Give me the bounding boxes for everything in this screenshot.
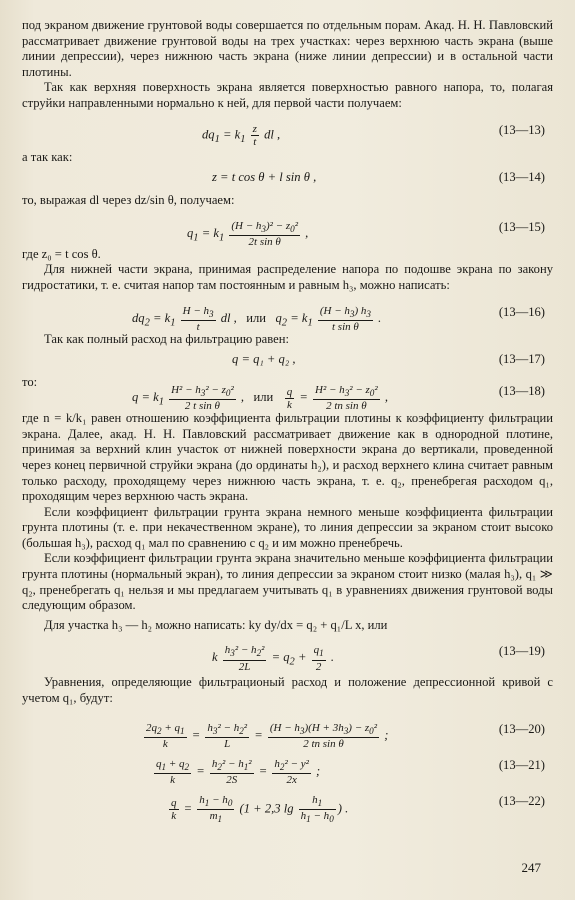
text-a-tak-kak: а так как: xyxy=(22,149,73,164)
text-gde-z0: где z₀ = t cos θ. xyxy=(22,246,101,261)
equation-number: (13—14) xyxy=(498,170,545,185)
equation-13-15 xyxy=(22,211,553,248)
equation-13-19 xyxy=(22,635,553,673)
equation-13-22 xyxy=(22,785,553,824)
text-vyrazhaya: то, выражая dl через dz/sin θ, получаем: xyxy=(22,193,235,208)
paragraph-6: Если коэффициент фильтрации грунта экрана немного меньше коэффициента фильтрации грунта плотины (т. е. при некачественном экране), то линия депрессии за экраном стоит высоко (большая h₃), расход q₁ мал по сравнению с q₂ и им можно пренебречь. xyxy=(22,504,553,550)
equation-body: $\frac{2q_2 + q_1}{k}$ = $\frac{h_3^2 - h_2^2}{L}$ = $\frac{(H - h_3)(H + 3h_3) - z_0^2}{\text{2 tn sin θ}}$ ; xyxy=(146,721,389,750)
paragraph-1: под экраном движение грунтовой воды совершается по отдельным порам. Акад. Н. Н. Павловский рассматривает движение грунтовой воды на трех участках: через верхнюю часть экрана (выше линии депрессии), через нижнюю часть экрана (ниже линии депрессии) и в остальной части плотины. xyxy=(22,18,553,79)
paragraph-2: Так как верхняя поверхность экрана является поверхностью равного напора, то, полагая струйки направленными нормально к ней, для первой части получаем: xyxy=(22,80,553,110)
equation-body: k $\frac{h_3^2 - h_2^2}{2L}$ = $q_2$ + $\frac{q_1}{2}$ . xyxy=(212,644,334,673)
equation-13-13 xyxy=(22,114,553,148)
paragraph-5: где n = k/k₁ равен отношению коэффициента фильтрации плотины к коэффициенту фильтрации экрана. Далее, акад. Н. Н. Павловский рассматривает движение как в однородной плотине, принимая за верхний клин участок от нижней поверхности экрана до вертикали, проведенной через конец первичной струйки экрана (до ординаты h₂), и расход верхнего клина считает равным только расходу, проходящему через нижнюю часть экрана, т. е. q₂, пренебрегая расходом q₁, проходящим через верхнюю часть экрана. xyxy=(22,411,553,504)
equation-13-20 xyxy=(22,713,553,750)
equation-13-18 xyxy=(22,375,553,413)
paragraph-7: Если коэффициент фильтрации грунта экрана значительно меньше коэффициента фильтрации грунта плотины (нормальный экран), то линия депрессии за экраном стоит низко (малая h₃), q₁ ≫ q₂, пренебрегать q₁ нельзя и мы предлагаем учитывать q₁ в уравнениях движения грунтовой воды следующим образом. xyxy=(22,551,553,613)
equation-number: (13—13) xyxy=(498,122,545,137)
page-text xyxy=(22,18,553,824)
equation-number: (13—16) xyxy=(498,304,545,319)
equation-13-16 xyxy=(22,296,553,333)
equation-13-17 xyxy=(22,349,553,373)
text-to: то: xyxy=(22,375,38,390)
equation-number: (13—15) xyxy=(498,219,545,234)
page-number: 247 xyxy=(521,860,541,875)
ili-word: или xyxy=(246,310,267,325)
equation-number: (13—22) xyxy=(498,793,545,808)
paragraph-9: Уравнения, определяющие фильтрационый расход и положение депрессионной кривой с учетом q₁, будут: xyxy=(22,675,553,706)
equation-body: q = q₁ + q₂ , xyxy=(232,352,296,367)
equation-body: $dq_1 = k_1$ $\frac{z}{t}$ dl , xyxy=(202,122,281,148)
ili-word: или xyxy=(253,390,274,405)
equation-number: (13—20) xyxy=(498,721,545,736)
paragraph-3: Для нижней части экрана, принимая распределение напора по подошве экрана по закону гидростатики, т. е. считая напор там постоянным и равным h₃, можно написать: xyxy=(22,262,553,292)
equation-number: (13—18) xyxy=(498,384,545,399)
equation-body: $\frac{q}{k}$ = $\frac{h_1 - h_0}{m_1}$ (1 + 2,3 lg $\frac{h_1}{h_1 - h_0}$ ) . xyxy=(171,793,349,824)
equation-number: (13—21) xyxy=(498,757,545,772)
paragraph-8: Для участка h₃ — h₂ можно написать: ky dy/dx = q₂ + q₁/L x, или xyxy=(44,617,388,632)
equation-13-14 xyxy=(22,167,553,191)
equation-body: $dq_2 = k_1$ $\frac{H - h_3}{t}$ dl , или $q_2 = k_1$ $\frac{(H - h_3) h_3}{\text{t sin θ}}$ . xyxy=(132,304,382,333)
equation-body: z = t cos θ + l sin θ , xyxy=(212,170,317,185)
equation-number: (13—17) xyxy=(498,352,545,367)
equation-body: $\frac{q_1 + q_2}{k}$ = $\frac{h_2^2 - h_1^2}{2S}$ = $\frac{h_2^2 - y^2}{2x}$ ; xyxy=(156,757,321,786)
equation-number: (13—19) xyxy=(498,644,545,659)
equation-13-21 xyxy=(22,749,553,786)
equation-body: $q = k_1$ $\frac{H^2 - h_3^2 - z_0^2}{\text{2 t sin θ}}$ , или $\frac{q}{k}$ = $\frac{H^2 - h_3^2 - z_0^2}{\text{2 tn sin θ}}$ , xyxy=(132,384,388,413)
equation-body: $q_1 = k_1$ $\frac{(H - h_3)^2 - z_0^2}{\text{2t sin θ}}$ , xyxy=(187,219,309,248)
paragraph-4: Так как полный расход на фильтрацию равен: xyxy=(44,331,289,346)
